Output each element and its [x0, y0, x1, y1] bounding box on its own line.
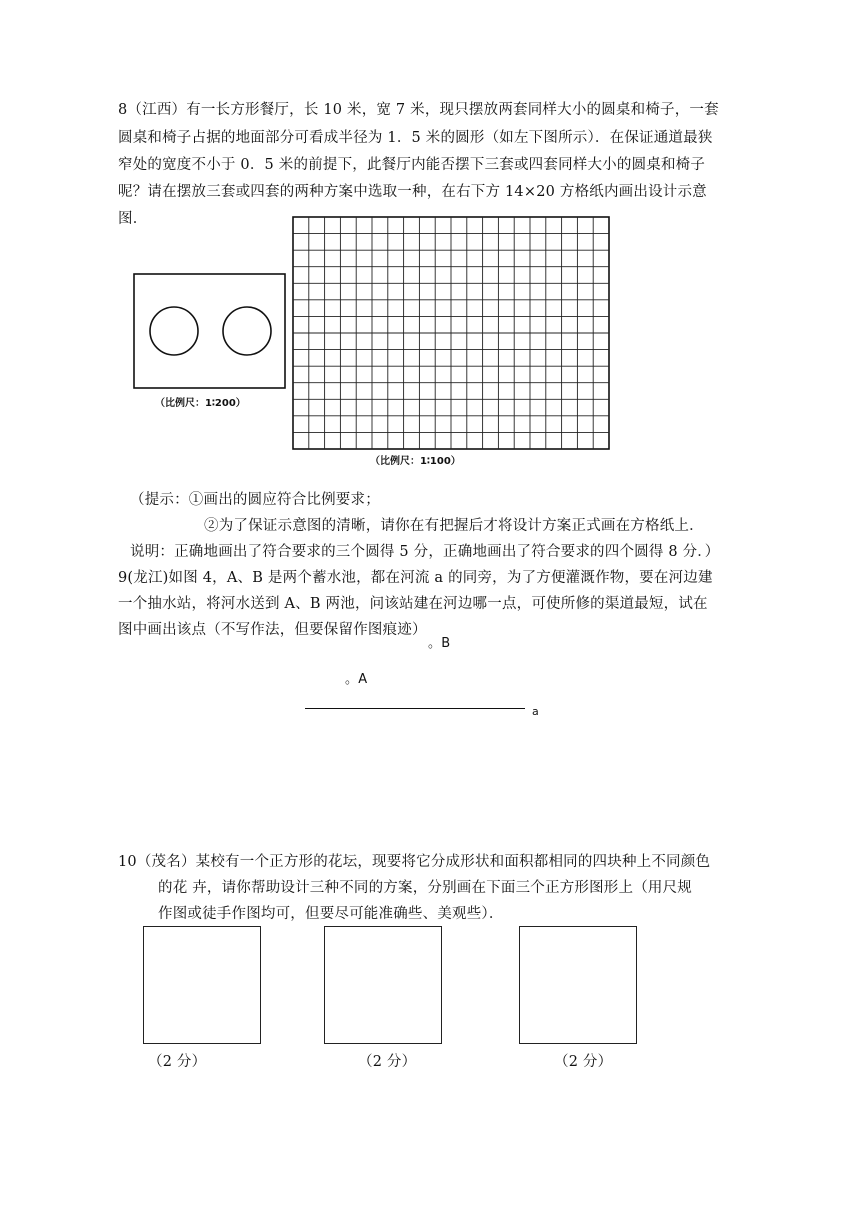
q8-line-4: 呢？请在摆放三套或四套的两种方案中选取一种，在右下方 14×20 方格纸内画出设计示意	[118, 184, 707, 200]
q10-line-3: 作图或徒手作图均可，但要尽可能准确些、美观些）．	[158, 906, 504, 922]
score-2: （2 分）	[358, 1054, 417, 1070]
square-flowerbed-2	[324, 926, 442, 1044]
grid-paper	[291, 215, 611, 451]
q9-line-1: 9(龙江)如图 4，A、B 是两个蓄水池，都在河流 a 的同旁，为了方便灌溉作物，要在河边建	[118, 570, 713, 586]
q8-line-3: 窄处的宽度不小于 0．5 米的前提下，此餐厅内能否摆下三套或四套同样大小的圆桌和椅子	[118, 157, 706, 173]
q8-hint-2: ②为了保证示意图的清晰，请你在有把握后才将设计方案正式画在方格纸上．	[204, 518, 704, 534]
point-b-label: 。B	[428, 636, 451, 651]
q8-note: 说明：正确地画出了符合要求的三个圆得 5 分，正确地画出了符合要求的四个圆得 8 分．）	[130, 544, 720, 560]
restaurant-two-tables-figure	[133, 273, 287, 391]
q10-line-2: 的花 卉，请你帮助设计三种不同的方案，分别画在下面三个正方形图形上（用尺规	[158, 880, 693, 896]
q10-line-1: 10（茂名）某校有一个正方形的花坛，现要将它分成形状和面积都相同的四块种上不同颜色	[118, 854, 711, 870]
score-3: （2 分）	[554, 1054, 613, 1070]
q8-line-5: 图．	[118, 211, 148, 227]
q9-line-3: 图中画出该点（不写作法，但要保留作图痕迹）	[118, 622, 427, 638]
square-flowerbed-1	[143, 926, 261, 1044]
grid-caption: （比例尺：1∶100）	[370, 456, 461, 467]
square-flowerbed-3	[519, 926, 637, 1044]
q8-hint-1: （提示：①画出的圆应符合比例要求；	[130, 492, 380, 508]
round-table-1	[150, 307, 198, 355]
q9-line-2: 一个抽水站，将河水送到 A、B 两池，问该站建在河边哪一点，可使所修的渠道最短，试在	[118, 596, 708, 612]
river-label: a	[532, 705, 539, 718]
score-1: （2 分）	[148, 1054, 207, 1070]
q8-line-1: 8（江西）有一长方形餐厅，长 10 米，宽 7 米，现只摆放两套同样大小的圆桌和椅子，一套	[118, 102, 719, 118]
river-line	[305, 708, 525, 709]
q8-line-2: 圆桌和椅子占据的地面部分可看成半径为 1．5 米的圆形（如左下图所示）．在保证通道最狭	[118, 130, 713, 146]
round-table-2	[223, 307, 271, 355]
room-rectangle	[134, 274, 285, 388]
left-figure-caption: （比例尺：1∶200）	[155, 398, 246, 409]
point-a-label: 。A	[345, 672, 368, 687]
